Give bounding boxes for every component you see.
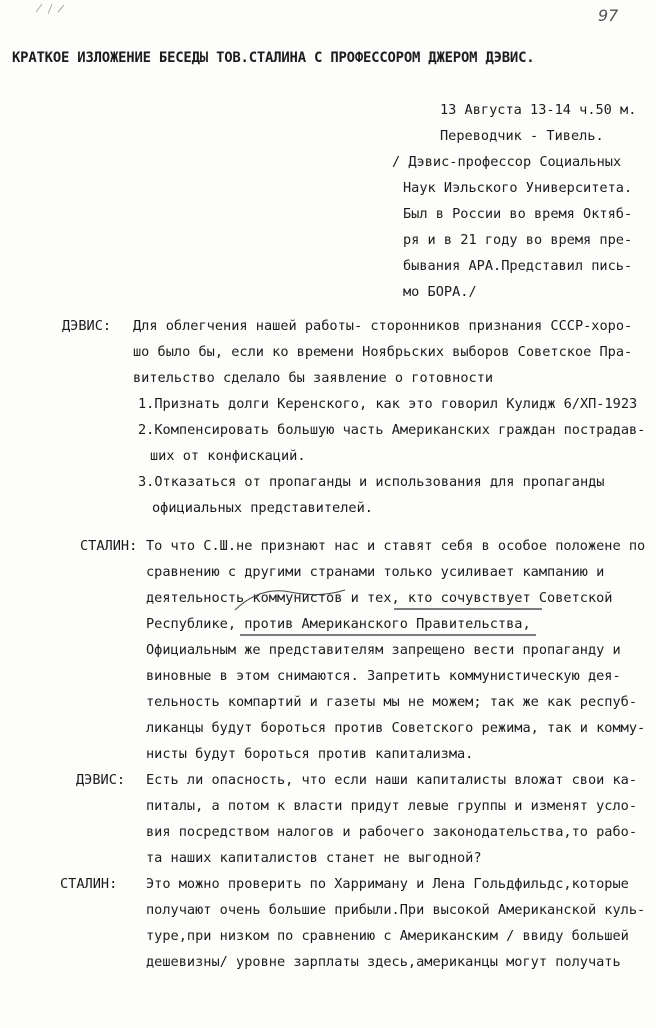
text-line: официальных представителей. bbox=[152, 500, 373, 516]
text-line: сравнению с другими странами только усиливает кампанию и bbox=[146, 564, 605, 580]
info-line: мо БОРА./ bbox=[403, 284, 477, 300]
info-line: Был в России во время Октяб- bbox=[403, 206, 633, 222]
underline-mark bbox=[240, 632, 540, 638]
text-line: вительство сделало бы заявление о готовности bbox=[133, 370, 494, 386]
text-line: Республике, против Американского Правительства, bbox=[146, 616, 531, 632]
text-line: тельность компартий и газеты мы не можем; так же как респуб- bbox=[146, 694, 638, 710]
speaker-label: СТАЛИН: bbox=[60, 876, 118, 892]
text-line: ликанцы будут бороться против Советского режима, так и комму- bbox=[146, 720, 646, 736]
text-line: шо было бы, если ко времени Ноябрьских выборов Советское Пра- bbox=[133, 344, 633, 360]
speaker-label: ДЭВИС: bbox=[76, 772, 126, 788]
text-line: Есть ли опасность, что если наши капиталисты вложат свои ка- bbox=[146, 772, 638, 788]
translator: Переводчик - Тивель. bbox=[440, 128, 604, 144]
info-line: Наук Иэльского Университета. bbox=[403, 180, 633, 196]
list-item: 1.Признать долги Керенского, как это говорил Кулидж 6/XП-1923 bbox=[138, 396, 638, 412]
document-title: КРАТКОЕ ИЗЛОЖЕНИЕ БЕСЕДЫ ТОВ.СТАЛИНА С ПРОФЕССОРОМ ДЖЕРОМ ДЭВИС. bbox=[12, 50, 535, 66]
list-item: 3.Отказаться от пропаганды и использования для пропаганды bbox=[138, 474, 605, 490]
speaker-label: СТАЛИН: bbox=[80, 538, 138, 554]
text-line: То что С.Ш.не признают нас и ставят себя в особое положене по bbox=[146, 538, 646, 554]
page-number: 97 bbox=[598, 6, 619, 25]
text-line: Официальным же представителям запрещено вести пропаганду и bbox=[146, 642, 621, 658]
text-line: Это можно проверить по Харриману и Лена Гольдфильдс,которые bbox=[146, 876, 629, 892]
info-line: ря и в 21 году во время пре- bbox=[403, 232, 633, 248]
pencil-scribble-icon bbox=[34, 2, 74, 16]
list-item: 2.Компенсировать большую часть Американских граждан пострадав- bbox=[138, 422, 646, 438]
text-line: туре,при низком по сравнению с Американским / ввиду большей bbox=[146, 928, 629, 944]
text-line: виновные в этом снимаются. Запретить коммунистическую дея- bbox=[146, 668, 621, 684]
text-line: получают очень большие прибыли.При высокой Американской куль- bbox=[146, 902, 646, 918]
meeting-date: 13 Августа 13-14 ч.50 м. bbox=[440, 102, 637, 118]
text-line: питалы, а потом к власти придут левые группы и изменят усло- bbox=[146, 798, 638, 814]
text-line: деятельность коммунистов и тех, кто сочувствует Советской bbox=[146, 590, 613, 606]
speaker-label: ДЭВИС: bbox=[62, 318, 112, 334]
text-line: та наших капиталистов станет не выгодной? bbox=[146, 850, 482, 866]
info-line: / Дэвис-профессор Социальных bbox=[392, 154, 622, 170]
text-line: вия посредством налогов и рабочего законодательства,то рабо- bbox=[146, 824, 638, 840]
underline-mark bbox=[394, 606, 544, 612]
text-line: нисты будут бороться против капитализма. bbox=[146, 746, 474, 762]
text-line: Для облегчения нашей работы- сторонников признания СССР-хоро- bbox=[133, 318, 633, 334]
text-line: ших от конфискаций. bbox=[150, 448, 306, 464]
info-line: бывания АРА.Представил пись- bbox=[403, 258, 633, 274]
insertion-mark-icon bbox=[230, 584, 350, 614]
text-line: дешевизны/ уровне зарплаты здесь,американцы могут получать bbox=[146, 954, 621, 970]
